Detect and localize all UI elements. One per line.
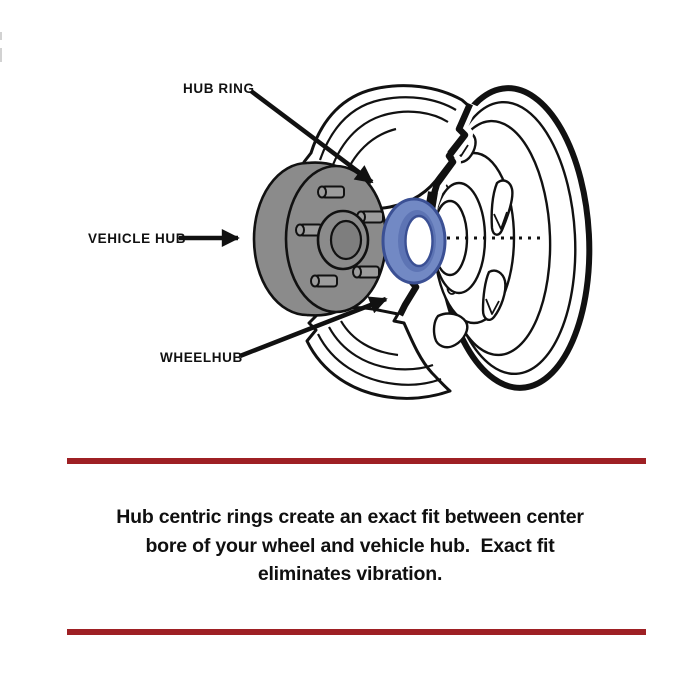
scan-artifact	[0, 48, 2, 62]
hub-centric-ring	[383, 199, 445, 283]
lug-stud	[353, 267, 379, 278]
caption-line-2: bore of your wheel and vehicle hub. Exact fit	[145, 534, 555, 557]
vehicle-hub-callout	[88, 231, 238, 246]
vehicle-hub-label: VEHICLE HUB	[88, 231, 187, 246]
vehicle-hub-drum	[254, 163, 386, 316]
red-rule-bottom	[67, 629, 646, 635]
caption-text	[0, 503, 700, 589]
hub-center-bore	[331, 221, 361, 259]
lug-stud	[318, 187, 344, 198]
red-rule-top	[67, 458, 646, 464]
wheelhub-label: WHEELHUB	[160, 350, 243, 365]
caption-line-3: eliminates vibration.	[257, 563, 443, 585]
scan-artifact	[0, 32, 2, 40]
hub-ring-label: HUB RING	[183, 81, 255, 96]
lug-stud	[311, 276, 337, 287]
caption-line-1: Hub centric rings create an exact fit between center	[116, 506, 584, 528]
